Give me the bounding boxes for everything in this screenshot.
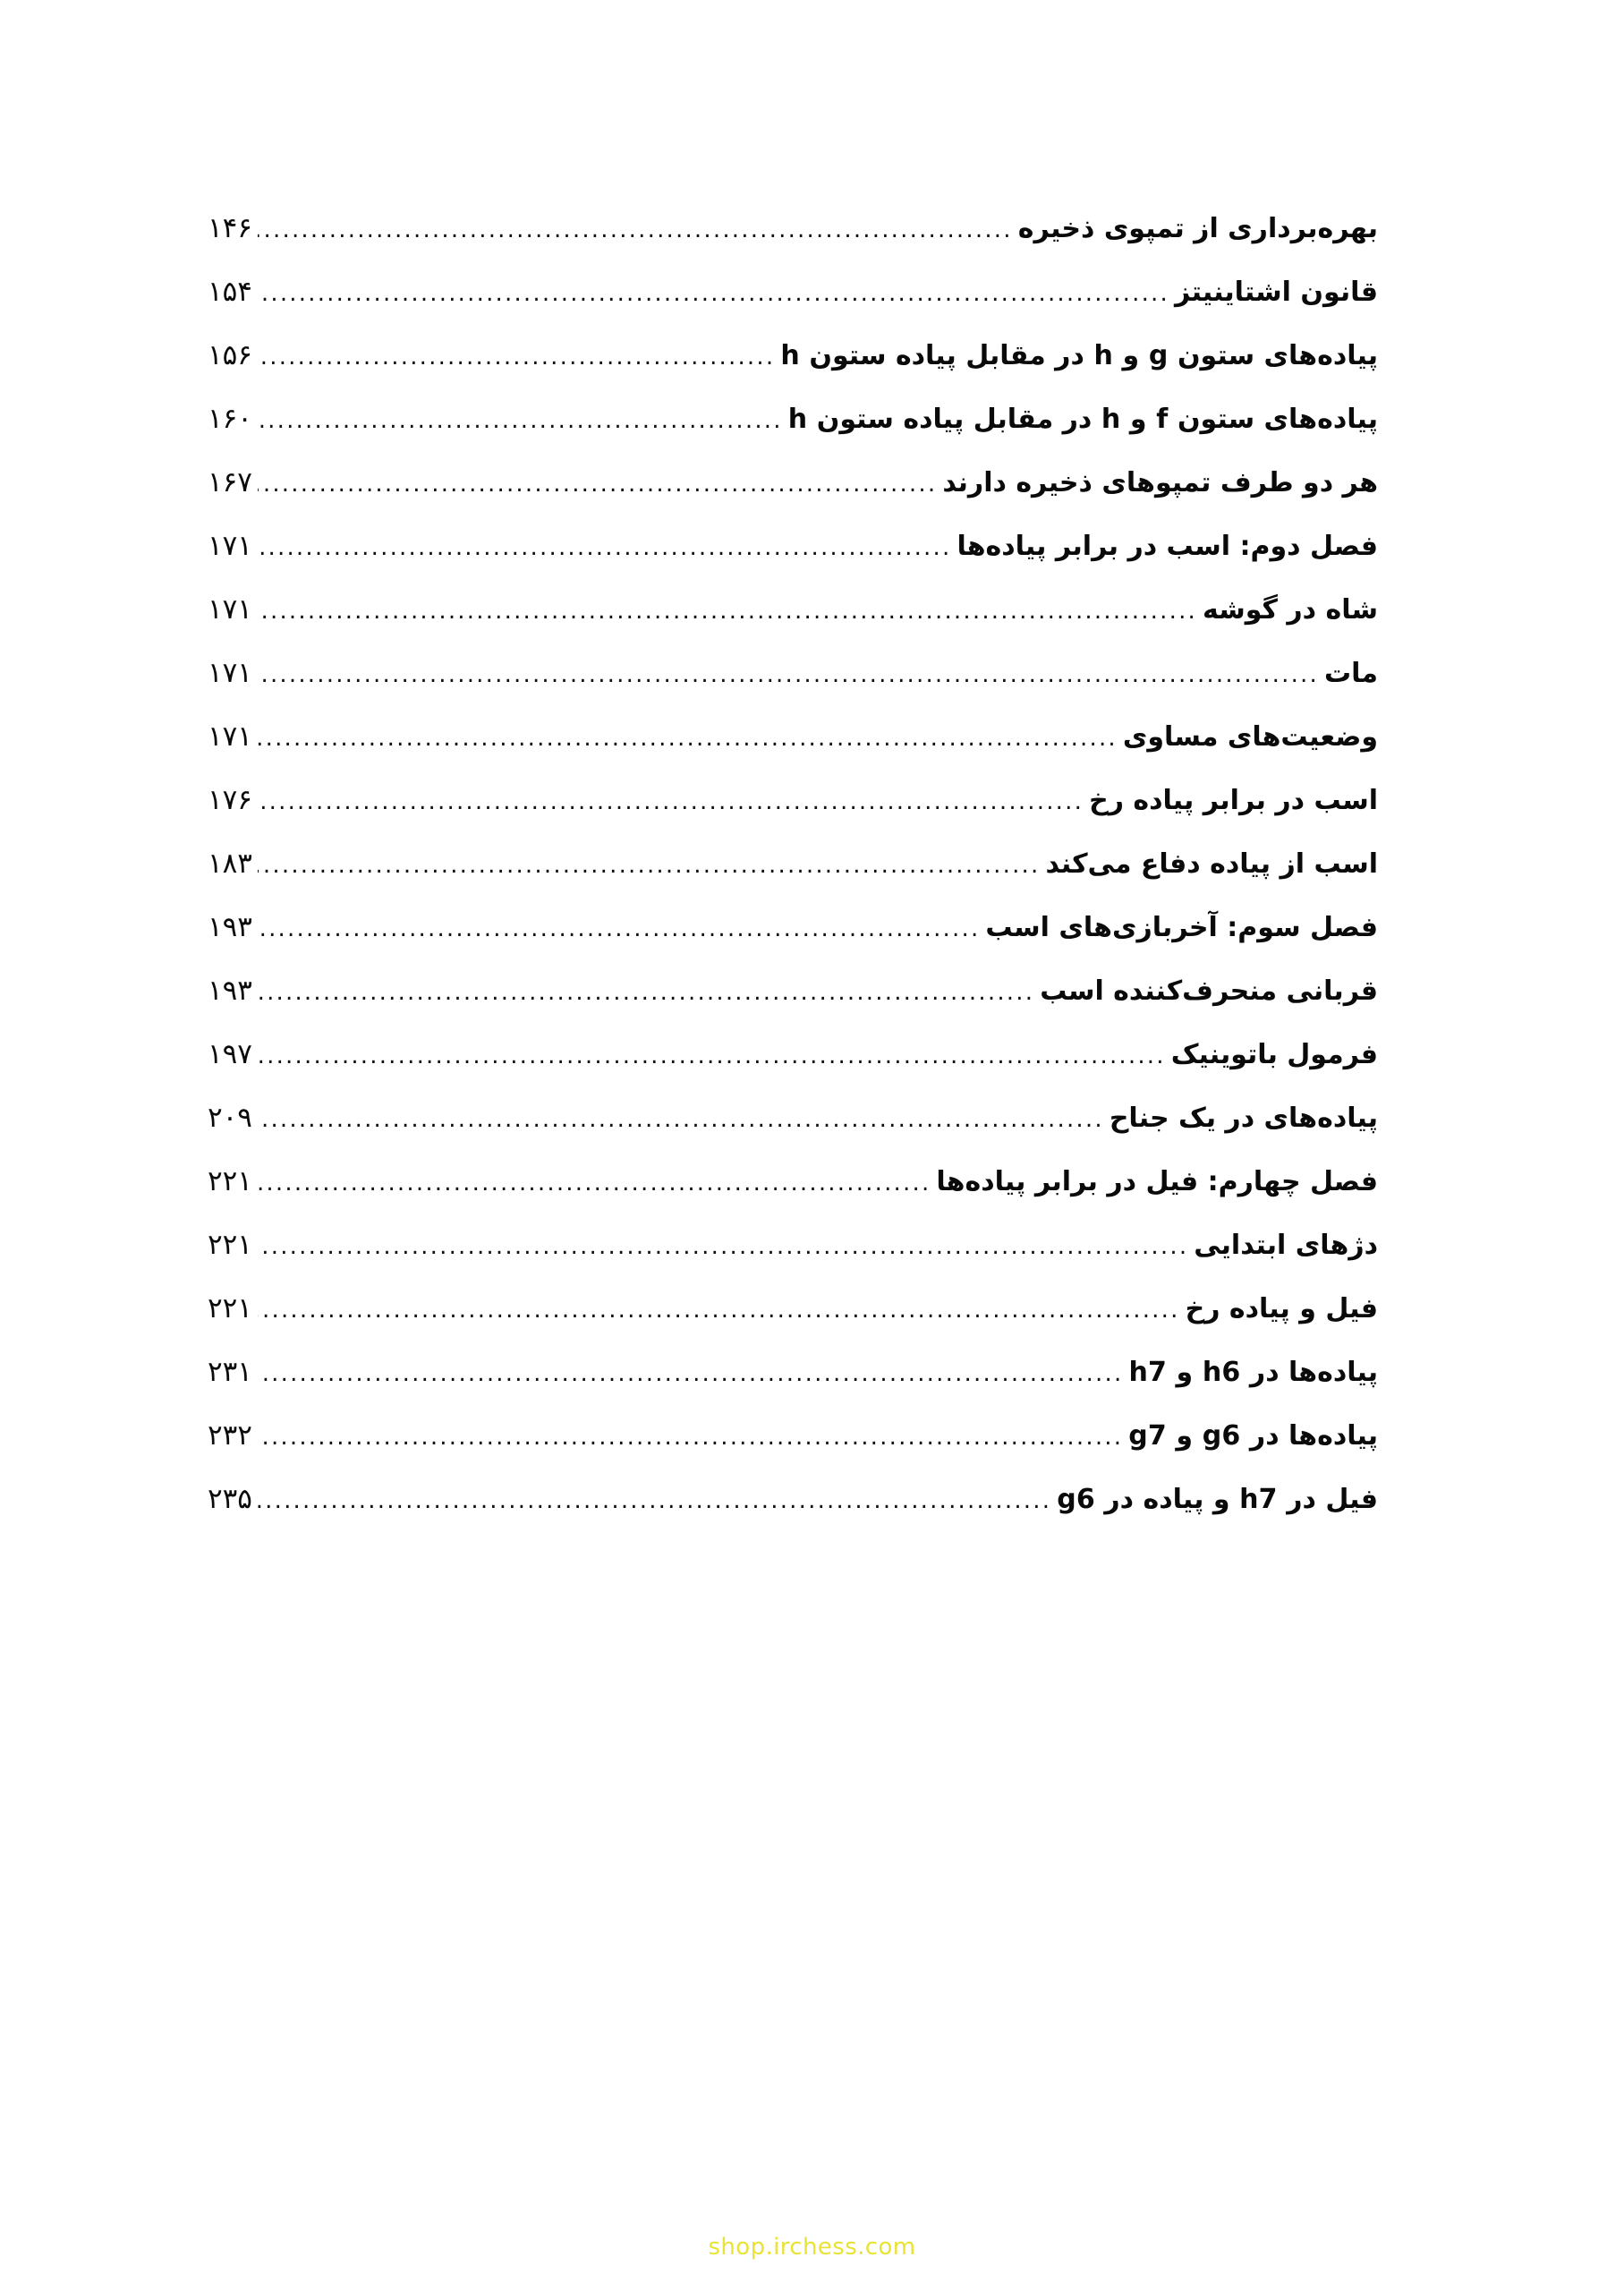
- site-watermark: shop.irchess.com: [708, 2234, 916, 2261]
- toc-dot-leader: [258, 413, 783, 428]
- toc-entry-page-number: ۱۸۳: [208, 847, 252, 880]
- toc-dot-leader: [258, 668, 1319, 682]
- toc-entry[interactable]: [208, 657, 1378, 723]
- toc-entry-title: پیاده‌ها در g6 و g7: [1128, 1420, 1378, 1452]
- toc-entry-title: قربانی منحرف‌کننده اسب: [1040, 975, 1378, 1007]
- toc-entry-page-number: ۱۷۱: [208, 720, 252, 753]
- toc-entry[interactable]: [208, 1483, 1378, 1549]
- toc-dot-leader: [258, 1176, 931, 1190]
- toc-entry[interactable]: [208, 1231, 1378, 1295]
- toc-entry-page-number: ۱۹۳: [208, 975, 252, 1007]
- toc-entry[interactable]: [208, 1419, 1378, 1486]
- toc-entry[interactable]: [208, 278, 1378, 342]
- toc-entry-title: پیاده‌های ستون g و h در مقابل پیاده ستون h: [780, 340, 1378, 371]
- page-footer: [0, 2234, 1624, 2261]
- toc-entry-page-number: ۱۹۳: [208, 911, 252, 943]
- toc-entry-page-number: ۱۷۶: [208, 784, 252, 816]
- toc-entry[interactable]: [208, 911, 1378, 977]
- toc-entry-page-number: ۲۲۱: [208, 1165, 252, 1197]
- toc-entry[interactable]: [208, 1358, 1378, 1422]
- toc-entry[interactable]: [208, 405, 1378, 469]
- toc-entry[interactable]: [208, 1104, 1378, 1168]
- toc-entry-page-number: ۲۳۵: [208, 1483, 252, 1515]
- toc-entry[interactable]: [208, 784, 1378, 850]
- toc-entry[interactable]: [208, 720, 1378, 787]
- toc-dot-leader: [258, 731, 1118, 745]
- toc-entry-title: شاه در گوشه: [1203, 594, 1378, 626]
- toc-entry-title: اسب در برابر پیاده رخ: [1089, 785, 1378, 816]
- toc-entry-title: بهره‌برداری از تمپوی ذخیره: [1017, 213, 1378, 244]
- toc-dot-leader: [258, 1112, 1104, 1127]
- toc-dot-leader: [258, 1494, 1051, 1508]
- toc-entry-title: اسب از پیاده دفاع می‌کند: [1045, 848, 1378, 880]
- toc-entry[interactable]: [208, 1292, 1378, 1358]
- toc-entry-title: فیل در h7 و پیاده در g6: [1057, 1484, 1378, 1515]
- toc-dot-leader: [258, 477, 937, 491]
- toc-entry-title: مات: [1324, 658, 1378, 689]
- toc-entry-title: فصل چهارم: فیل در برابر پیاده‌ها: [936, 1166, 1378, 1197]
- toc-entry-page-number: ۲۲۱: [208, 1229, 252, 1261]
- toc-entry-page-number: ۱۵۶: [208, 339, 252, 371]
- toc-dot-leader: [258, 1239, 1188, 1254]
- toc-entry-page-number: ۱۷۱: [208, 657, 252, 689]
- toc-entry-page-number: ۱۹۷: [208, 1038, 252, 1070]
- toc-entry[interactable]: [208, 593, 1378, 660]
- toc-entry[interactable]: [208, 1038, 1378, 1104]
- toc-dot-leader: [258, 1367, 1124, 1381]
- toc-entry-title: قانون اشتاینیتز: [1175, 277, 1378, 308]
- toc-dot-leader: [258, 858, 1041, 873]
- toc-entry-page-number: ۱۶۰: [208, 403, 252, 435]
- toc-entry[interactable]: [208, 1165, 1378, 1231]
- toc-dot-leader: [258, 286, 1169, 301]
- toc-entry-title: فصل سوم: آخربازی‌های اسب: [985, 912, 1378, 943]
- toc-dot-leader: [258, 1303, 1180, 1317]
- toc-entry-page-number: ۱۷۱: [208, 530, 252, 562]
- toc-entry-title: پیاده‌ها در h6 و h7: [1128, 1357, 1378, 1388]
- toc-entry-title: پیاده‌های ستون f و h در مقابل پیاده ستون h: [787, 404, 1378, 435]
- toc-entry[interactable]: [208, 339, 1378, 405]
- toc-entry-page-number: ۲۳۲: [208, 1419, 252, 1452]
- toc-entry[interactable]: [208, 466, 1378, 532]
- toc-entry-title: فرمول باتوینیک: [1170, 1039, 1378, 1070]
- toc-entry-title: فصل دوم: اسب در برابر پیاده‌ها: [957, 531, 1378, 562]
- toc-entry-page-number: ۱۵۴: [208, 276, 252, 308]
- toc-entry[interactable]: [208, 847, 1378, 914]
- toc-entry-title: دژهای ابتدایی: [1194, 1230, 1378, 1261]
- table-of-contents: [208, 212, 1378, 1549]
- toc-entry-page-number: ۲۰۹: [208, 1102, 252, 1134]
- toc-dot-leader: [258, 795, 1084, 809]
- toc-entry-title: هر دو طرف تمپوهای ذخیره دارند: [942, 467, 1378, 498]
- toc-dot-leader: [258, 604, 1197, 618]
- toc-entry-page-number: ۲۲۱: [208, 1292, 252, 1324]
- toc-dot-leader: [258, 350, 775, 364]
- toc-entry-page-number: ۱۷۱: [208, 593, 252, 626]
- toc-entry[interactable]: [208, 977, 1378, 1041]
- toc-entry-title: فیل و پیاده رخ: [1185, 1293, 1378, 1324]
- toc-dot-leader: [258, 541, 952, 555]
- toc-dot-leader: [258, 922, 980, 936]
- toc-entry[interactable]: [208, 532, 1378, 596]
- toc-dot-leader: [258, 223, 1013, 237]
- toc-dot-leader: [258, 985, 1034, 1000]
- toc-entry-title: وضعیت‌های مساوی: [1122, 721, 1378, 753]
- toc-entry-page-number: ۱۶۷: [208, 466, 252, 498]
- toc-dot-leader: [258, 1049, 1166, 1063]
- toc-entry-page-number: ۱۴۶: [208, 212, 252, 244]
- toc-entry-page-number: ۲۳۱: [208, 1356, 252, 1388]
- toc-entry-title: پیاده‌های در یک جناح: [1109, 1103, 1378, 1134]
- toc-entry[interactable]: [208, 212, 1378, 278]
- toc-dot-leader: [258, 1430, 1123, 1444]
